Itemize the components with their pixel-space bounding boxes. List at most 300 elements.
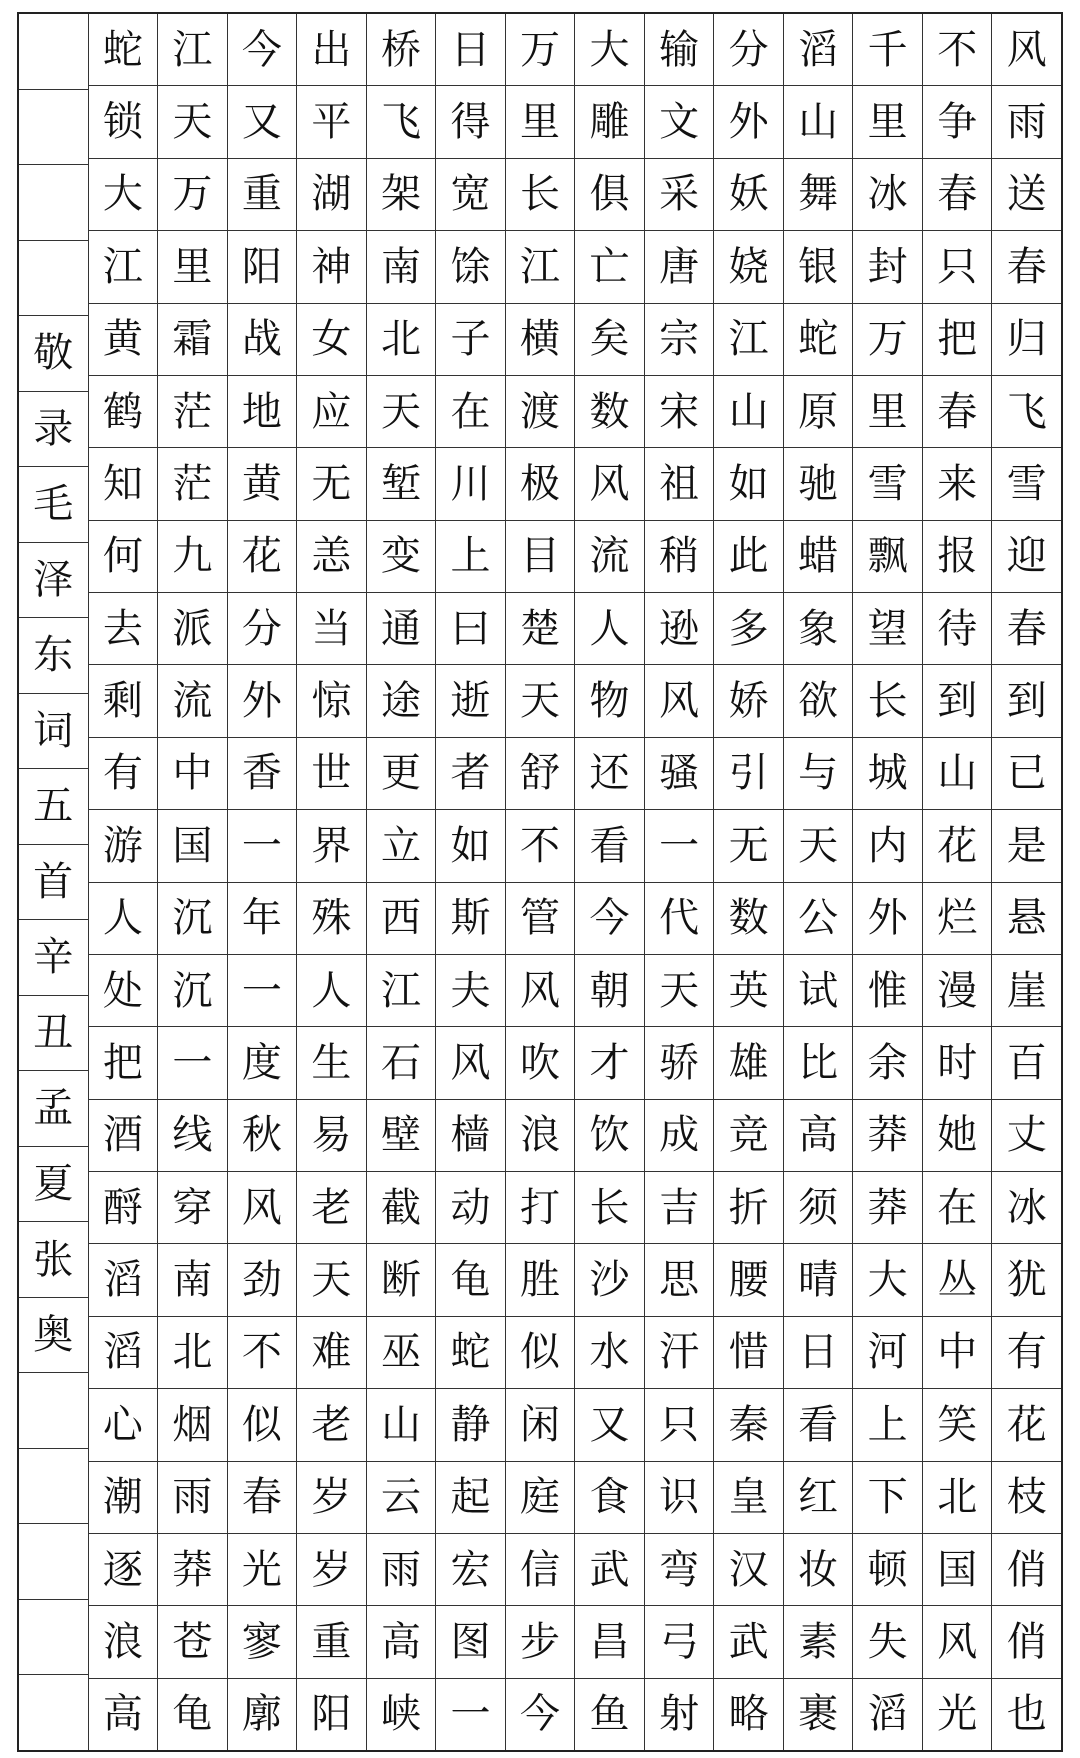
grid-cell: 数 [575, 375, 644, 447]
grid-cell: 英 [714, 954, 783, 1026]
grid-cell: 巫 [367, 1316, 436, 1388]
grid-cell: 大 [853, 1243, 922, 1315]
grid-cell: 惊 [297, 664, 366, 736]
grid-cell: 龟 [158, 1678, 227, 1750]
grid-cell: 亡 [575, 230, 644, 302]
grid-cell: 上 [436, 520, 505, 592]
grid-cell: 风 [645, 664, 714, 736]
grid-cell: 蛇 [102, 26, 143, 73]
grid-cell: 只 [645, 1388, 714, 1460]
grid-cell: 输 [659, 26, 700, 73]
grid-cell: 庭 [506, 1461, 575, 1533]
grid-cell: 去 [89, 592, 158, 664]
grid-cell: 楚 [506, 592, 575, 664]
grid-cell: 重 [228, 158, 297, 230]
grid-cell: 舒 [506, 737, 575, 809]
grid-cell: 把 [89, 1026, 158, 1098]
grid-cell: 易 [297, 1099, 366, 1171]
grid-cell: 酹 [89, 1171, 158, 1243]
grid-cell: 娆 [714, 230, 783, 302]
grid-cell: 封 [853, 230, 922, 302]
grid-cell: 高 [784, 1099, 853, 1171]
grid-cell: 外 [853, 882, 922, 954]
grid-cell: 到 [992, 664, 1061, 736]
grid-cell [19, 14, 88, 89]
grid-cell: 争 [923, 85, 992, 157]
grid-cell: 识 [645, 1461, 714, 1533]
grid-cell: 与 [784, 737, 853, 809]
grid-cell: 此 [714, 520, 783, 592]
grid-cell: 分 [728, 26, 769, 73]
grid-cell: 裹 [784, 1678, 853, 1750]
grid-cell: 秋 [228, 1099, 297, 1171]
grid-cell: 风 [436, 1026, 505, 1098]
grid-cell: 物 [575, 664, 644, 736]
grid-cell: 途 [367, 664, 436, 736]
grid-cell: 曰 [436, 592, 505, 664]
grid-cell: 下 [853, 1461, 922, 1533]
grid-cell: 敬 [19, 315, 88, 391]
grid-cell: 线 [158, 1099, 227, 1171]
grid-cell: 如 [714, 447, 783, 519]
grid-cell: 国 [923, 1533, 992, 1605]
grid-cell: 今 [506, 1678, 575, 1750]
grid-cell: 丑 [19, 995, 88, 1071]
grid-cell: 图 [436, 1605, 505, 1677]
grid-cell: 流 [575, 520, 644, 592]
grid-cell: 山 [714, 375, 783, 447]
grid-cell: 妆 [784, 1533, 853, 1605]
grid-cell: 素 [784, 1605, 853, 1677]
grid-cell: 腰 [714, 1243, 783, 1315]
grid-cell: 女 [297, 303, 366, 375]
grid-cell: 老 [297, 1388, 366, 1460]
grid-cell: 殊 [297, 882, 366, 954]
grid-cell: 惟 [853, 954, 922, 1026]
grid-cell: 归 [992, 303, 1061, 375]
grid-cell: 五 [19, 768, 88, 844]
grid-cell: 略 [714, 1678, 783, 1750]
grid-cell: 断 [367, 1243, 436, 1315]
grid-cell: 极 [506, 447, 575, 519]
grid-cell: 更 [367, 737, 436, 809]
grid-cell: 北 [367, 303, 436, 375]
grid-cell: 壁 [367, 1099, 436, 1171]
grid-cell: 有 [992, 1316, 1061, 1388]
grid-cell: 天 [645, 954, 714, 1026]
grid-cell: 孟 [19, 1070, 88, 1146]
grid-cell: 石 [367, 1026, 436, 1098]
grid-cell: 天 [367, 375, 436, 447]
grid-cell: 雨 [158, 1461, 227, 1533]
grid-cell: 花 [228, 520, 297, 592]
grid-column [713, 14, 783, 1750]
grid-cell: 日 [450, 26, 491, 73]
grid-cell: 里 [853, 85, 922, 157]
grid-cell [19, 1674, 88, 1750]
grid-cell: 骚 [645, 737, 714, 809]
grid-cell: 江 [714, 303, 783, 375]
grid-cell: 望 [853, 592, 922, 664]
grid-cell: 武 [575, 1533, 644, 1605]
grid-column [783, 14, 853, 1750]
grid-cell: 原 [784, 375, 853, 447]
grid-cell: 川 [436, 447, 505, 519]
grid-cell: 崖 [992, 954, 1061, 1026]
grid-cell: 山 [923, 737, 992, 809]
grid-cell: 霜 [158, 303, 227, 375]
grid-cell: 夏 [19, 1146, 88, 1222]
grid-cell: 在 [923, 1171, 992, 1243]
grid-cell: 管 [506, 882, 575, 954]
grid-cell: 起 [436, 1461, 505, 1533]
grid-cell: 胜 [506, 1243, 575, 1315]
grid-cell: 也 [992, 1678, 1061, 1750]
grid-cell: 射 [645, 1678, 714, 1750]
grid-cell [19, 1372, 88, 1448]
grid-cell: 一 [228, 809, 297, 881]
grid-cell: 似 [506, 1316, 575, 1388]
grid-cell: 变 [367, 520, 436, 592]
grid-cell: 已 [992, 737, 1061, 809]
grid-cell: 寥 [228, 1605, 297, 1677]
grid-cell: 山 [367, 1388, 436, 1460]
grid-cell: 苍 [158, 1605, 227, 1677]
grid-cell: 北 [923, 1461, 992, 1533]
grid-cell: 得 [436, 85, 505, 157]
grid-cell: 长 [506, 158, 575, 230]
grid-cell: 来 [923, 447, 992, 519]
grid-cell: 立 [367, 809, 436, 881]
grid-cell: 河 [853, 1316, 922, 1388]
grid-cell: 风 [506, 954, 575, 1026]
grid-cell: 逝 [436, 664, 505, 736]
grid-cell: 打 [506, 1171, 575, 1243]
grid-cell: 春 [923, 375, 992, 447]
grid-cell: 动 [436, 1171, 505, 1243]
grid-cell: 丈 [992, 1099, 1061, 1171]
grid-cell: 江 [367, 954, 436, 1026]
grid-cell: 逐 [89, 1533, 158, 1605]
grid-cell: 雪 [853, 447, 922, 519]
grid-cell: 斯 [436, 882, 505, 954]
grid-cell: 看 [575, 809, 644, 881]
grid-cell: 南 [367, 230, 436, 302]
grid-cell: 天 [506, 664, 575, 736]
grid-cell: 烂 [923, 882, 992, 954]
grid-cell: 宋 [645, 375, 714, 447]
grid-cell: 顿 [853, 1533, 922, 1605]
grid-cell: 漫 [923, 954, 992, 1026]
grid-cell: 春 [992, 592, 1061, 664]
grid-cell: 黄 [228, 447, 297, 519]
grid-cell: 枝 [992, 1461, 1061, 1533]
grid-cell: 弓 [645, 1605, 714, 1677]
grid-cell: 有 [89, 737, 158, 809]
grid-cell: 银 [784, 230, 853, 302]
grid-cell: 春 [923, 158, 992, 230]
grid-cell: 里 [506, 85, 575, 157]
grid-cell: 飞 [992, 375, 1061, 447]
grid-cell: 文 [645, 85, 714, 157]
grid-cell: 今 [575, 882, 644, 954]
grid-cell: 余 [853, 1026, 922, 1098]
grid-cell: 时 [923, 1026, 992, 1098]
grid-cell: 里 [853, 375, 922, 447]
grid-cell: 人 [89, 882, 158, 954]
grid-cell: 世 [297, 737, 366, 809]
grid-cell: 张 [19, 1221, 88, 1297]
grid-cell: 界 [297, 809, 366, 881]
grid-cell: 蛇 [436, 1316, 505, 1388]
grid-cell: 采 [645, 158, 714, 230]
grid-cell: 红 [784, 1461, 853, 1533]
grid-cell: 祖 [645, 447, 714, 519]
grid-cell: 重 [297, 1605, 366, 1677]
grid-cell: 出 [311, 26, 352, 73]
grid-cell: 皇 [714, 1461, 783, 1533]
grid-cell: 飞 [367, 85, 436, 157]
grid-cell: 不 [228, 1316, 297, 1388]
grid-cell: 云 [367, 1461, 436, 1533]
grid-cell: 高 [367, 1605, 436, 1677]
grid-cell: 似 [228, 1388, 297, 1460]
grid-cell: 东 [19, 617, 88, 693]
grid-cell: 泽 [19, 542, 88, 618]
grid-cell: 思 [645, 1243, 714, 1315]
grid-cell [19, 1523, 88, 1599]
grid-cell: 鹤 [89, 375, 158, 447]
grid-column [852, 14, 922, 1750]
grid-column [366, 14, 436, 1750]
grid-cell: 年 [228, 882, 297, 954]
grid-cell: 悬 [992, 882, 1061, 954]
grid-cell: 惜 [714, 1316, 783, 1388]
grid-cell: 樯 [436, 1099, 505, 1171]
grid-cell: 阳 [297, 1678, 366, 1750]
grid-cell [19, 164, 88, 240]
grid-cell: 外 [228, 664, 297, 736]
grid-cell: 辛 [19, 919, 88, 995]
grid-cell: 犹 [992, 1243, 1061, 1315]
grid-cell: 又 [575, 1388, 644, 1460]
grid-cell: 蜡 [784, 520, 853, 592]
grid-cell: 饮 [575, 1099, 644, 1171]
grid-cell: 大 [589, 26, 630, 73]
grid-cell: 江 [172, 26, 213, 73]
grid-cell: 稍 [645, 520, 714, 592]
grid-cell: 俱 [575, 158, 644, 230]
grid-cell: 到 [923, 664, 992, 736]
grid-cell: 潮 [89, 1461, 158, 1533]
grid-cell [19, 1448, 88, 1524]
grid-cell: 失 [853, 1605, 922, 1677]
grid-cell: 雪 [992, 447, 1061, 519]
grid-cell: 风 [923, 1605, 992, 1677]
grid-cell: 光 [228, 1533, 297, 1605]
grid-cell: 当 [297, 592, 366, 664]
grid-cell: 游 [89, 809, 158, 881]
grid-cell: 内 [853, 809, 922, 881]
grid-cell: 朝 [575, 954, 644, 1026]
grid-cell: 冰 [992, 1171, 1061, 1243]
grid-cell: 浪 [89, 1605, 158, 1677]
grid-column [991, 14, 1061, 1750]
grid-cell: 雄 [714, 1026, 783, 1098]
grid-cell: 劲 [228, 1243, 297, 1315]
grid-cell: 驰 [784, 447, 853, 519]
grid-cell: 还 [575, 737, 644, 809]
grid-cell: 飘 [853, 520, 922, 592]
grid-cell: 骄 [645, 1026, 714, 1098]
grid-cell: 廓 [228, 1678, 297, 1750]
grid-cell: 舞 [784, 158, 853, 230]
grid-cell: 万 [520, 26, 561, 73]
grid-cell: 丛 [923, 1243, 992, 1315]
grid-cell: 龟 [436, 1243, 505, 1315]
grid-cell: 步 [506, 1605, 575, 1677]
grid-column [922, 14, 992, 1750]
grid-cell: 不 [937, 26, 978, 73]
grid-cell: 一 [158, 1026, 227, 1098]
grid-column [19, 14, 88, 1750]
grid-cell: 欲 [784, 664, 853, 736]
grid-cell: 沙 [575, 1243, 644, 1315]
grid-column [88, 14, 158, 1750]
grid-cell: 冰 [853, 158, 922, 230]
grid-cell: 信 [506, 1533, 575, 1605]
grid-cell: 天 [784, 809, 853, 881]
grid-cell: 剩 [89, 664, 158, 736]
grid-cell: 知 [89, 447, 158, 519]
grid-cell: 江 [89, 230, 158, 302]
grid-cell: 神 [297, 230, 366, 302]
grid-cell: 者 [436, 737, 505, 809]
grid-cell: 应 [297, 375, 366, 447]
grid-cell: 宗 [645, 303, 714, 375]
grid-cell: 渡 [506, 375, 575, 447]
grid-cell: 香 [228, 737, 297, 809]
grid-cell: 一 [228, 954, 297, 1026]
grid-cell: 莽 [853, 1099, 922, 1171]
grid-cell: 食 [575, 1461, 644, 1533]
grid-cell: 逊 [645, 592, 714, 664]
grid-cell: 分 [228, 592, 297, 664]
grid-cell: 一 [436, 1678, 505, 1750]
grid-cell: 一 [645, 809, 714, 881]
grid-cell: 代 [645, 882, 714, 954]
grid-cell: 把 [923, 303, 992, 375]
grid-cell: 百 [992, 1026, 1061, 1098]
grid-cell: 生 [297, 1026, 366, 1098]
grid-cell: 宏 [436, 1533, 505, 1605]
grid-cell: 比 [784, 1026, 853, 1098]
grid-cell: 弯 [645, 1533, 714, 1605]
grid-column [157, 14, 227, 1750]
grid-cell: 鱼 [575, 1678, 644, 1750]
grid-cell: 沉 [158, 954, 227, 1026]
grid-cell: 滔 [89, 1316, 158, 1388]
grid-cell: 送 [992, 158, 1061, 230]
grid-cell: 天 [158, 85, 227, 157]
grid-cell: 多 [714, 592, 783, 664]
grid-cell: 外 [714, 85, 783, 157]
grid-cell: 天 [297, 1243, 366, 1315]
grid-cell: 才 [575, 1026, 644, 1098]
grid-cell: 花 [923, 809, 992, 881]
grid-cell: 风 [1006, 26, 1047, 73]
grid-cell: 秦 [714, 1388, 783, 1460]
grid-cell: 平 [297, 85, 366, 157]
grid-cell: 风 [228, 1171, 297, 1243]
grid-cell: 吹 [506, 1026, 575, 1098]
grid-cell: 通 [367, 592, 436, 664]
grid-cell: 花 [992, 1388, 1061, 1460]
grid-cell: 引 [714, 737, 783, 809]
grid-cell: 竞 [714, 1099, 783, 1171]
grid-cell: 春 [992, 230, 1061, 302]
grid-cell: 横 [506, 303, 575, 375]
grid-cell: 截 [367, 1171, 436, 1243]
grid-cell: 成 [645, 1099, 714, 1171]
grid-cell: 试 [784, 954, 853, 1026]
grid-cell [19, 89, 88, 165]
grid-cell [19, 240, 88, 316]
grid-cell: 公 [784, 882, 853, 954]
grid-cell: 高 [89, 1678, 158, 1750]
grid-cell: 何 [89, 520, 158, 592]
grid-cell: 架 [367, 158, 436, 230]
grid-cell: 地 [228, 375, 297, 447]
grid-cell: 晴 [784, 1243, 853, 1315]
grid-cell: 昌 [575, 1605, 644, 1677]
grid-cell: 雨 [992, 85, 1061, 157]
grid-cell: 茫 [158, 447, 227, 519]
grid-column [435, 14, 505, 1750]
grid-cell: 阳 [228, 230, 297, 302]
grid-cell: 雕 [575, 85, 644, 157]
grid-cell: 浪 [506, 1099, 575, 1171]
grid-cell: 子 [436, 303, 505, 375]
grid-cell: 中 [923, 1316, 992, 1388]
grid-cell: 汉 [714, 1533, 783, 1605]
grid-cell: 黄 [89, 303, 158, 375]
grid-cell: 武 [714, 1605, 783, 1677]
grid-cell: 汗 [645, 1316, 714, 1388]
grid-cell: 北 [158, 1316, 227, 1388]
grid-cell: 毛 [19, 466, 88, 542]
grid-cell: 静 [436, 1388, 505, 1460]
grid-cell: 烟 [158, 1388, 227, 1460]
grid-cell: 雨 [367, 1533, 436, 1605]
grid-cell: 滔 [89, 1243, 158, 1315]
grid-cell: 长 [853, 664, 922, 736]
grid-column [227, 14, 297, 1750]
grid-cell: 春 [228, 1461, 297, 1533]
grid-cell: 堑 [367, 447, 436, 519]
grid-cell: 锁 [89, 85, 158, 157]
grid-cell: 国 [158, 809, 227, 881]
grid-cell: 沉 [158, 882, 227, 954]
grid-cell: 笑 [923, 1388, 992, 1460]
grid-cell: 上 [853, 1388, 922, 1460]
grid-cell: 处 [89, 954, 158, 1026]
grid-cell: 奥 [19, 1297, 88, 1373]
grid-cell: 城 [853, 737, 922, 809]
grid-cell: 闲 [506, 1388, 575, 1460]
grid-cell: 词 [19, 693, 88, 769]
grid-cell: 宽 [436, 158, 505, 230]
